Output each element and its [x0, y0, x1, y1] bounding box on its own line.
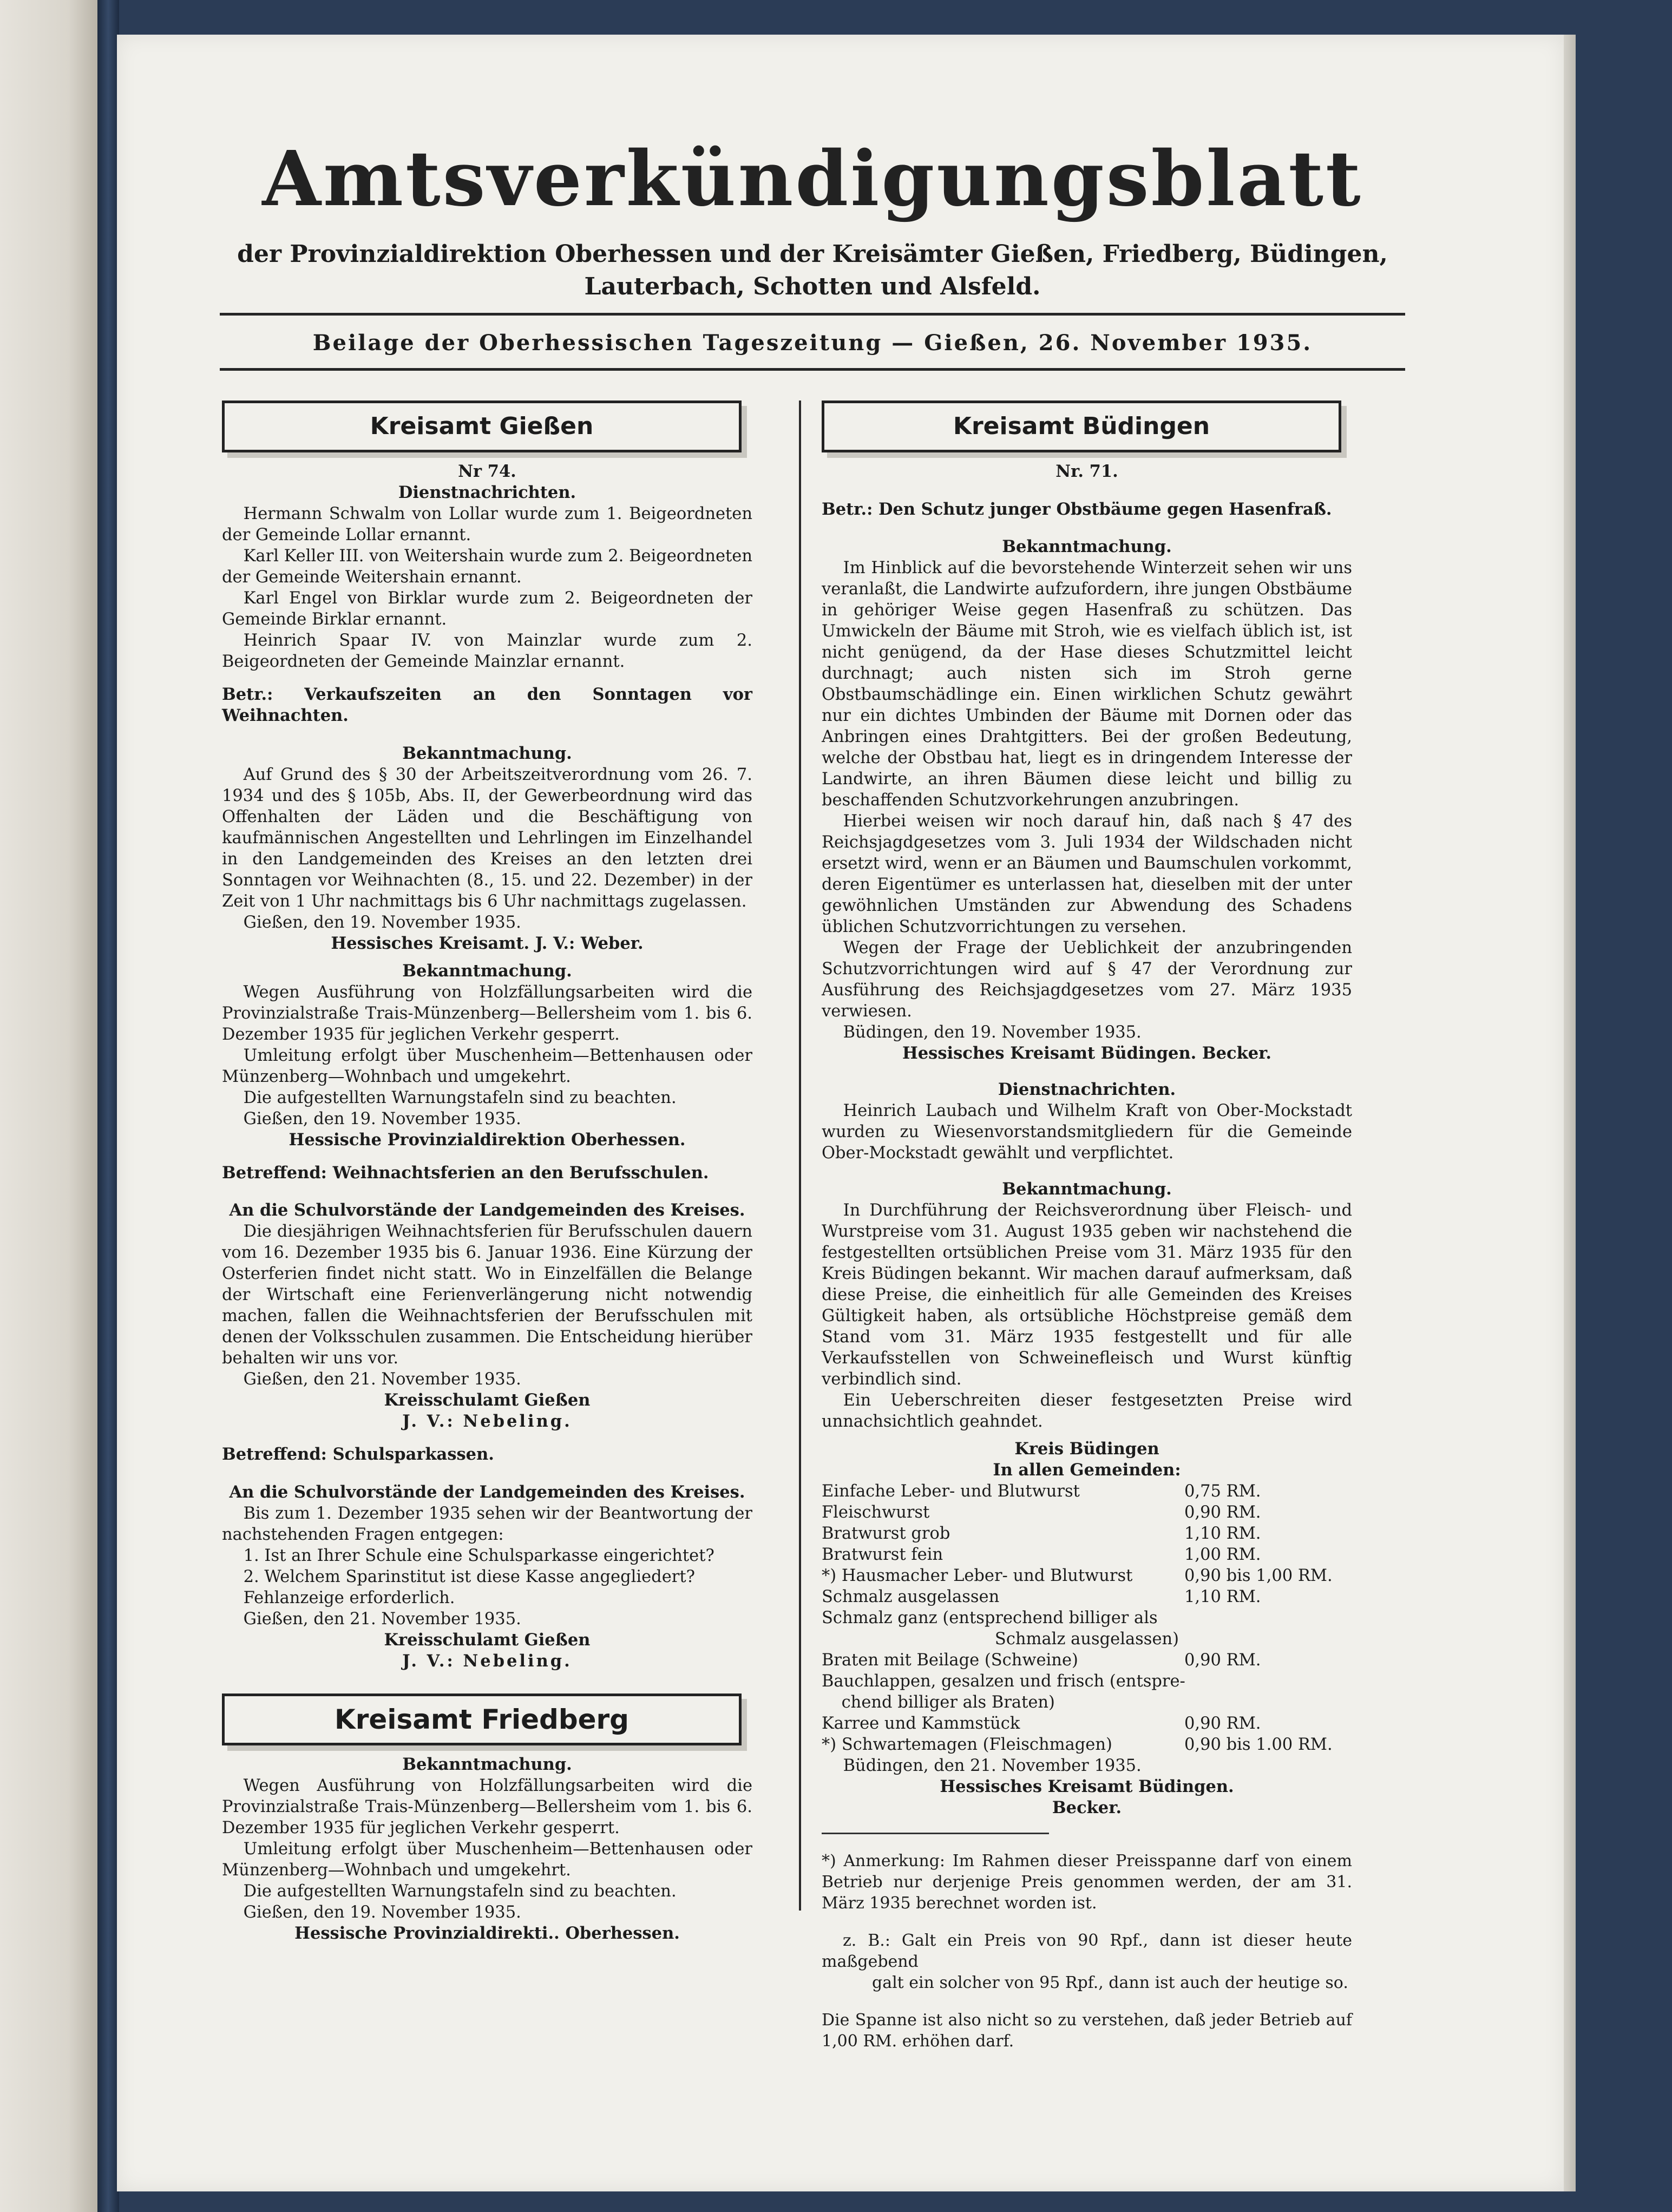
signature: Kreisschulamt Gießen: [384, 1390, 591, 1410]
date-line: Büdingen, den 19. November 1935.: [843, 1023, 1142, 1042]
date-line: Gießen, den 19. November 1935.: [243, 1902, 521, 1922]
signature: J. V.: Nebeling.: [402, 1651, 572, 1671]
notice-text: Auf Grund des § 30 der Arbeitszeitverordnung vom 26. 7. 1934 und des § 105b, Abs. II, der Gewerbeordnung wird das Offenhalten der Läden und die Beschäftigung von kaufmännischen Angestellten und Lehrlingen im Einzelhandel in den Landgemeinden des Kreises an den letzten drei Sonntagen vor Weihnachten (8., 15. und 22. Dezember) in der Zeit von 1 Uhr nachmittags bis 6 Uhr nachmittags zugelassen.: [222, 765, 752, 911]
issue-number: Nr 74.: [458, 462, 516, 481]
signature: Hessisches Kreisamt. J. V.: Weber.: [331, 933, 644, 953]
footnote-text: *) Anmerkung: Im Rahmen dieser Preisspanne darf von einem Betrieb nur derjenige Preis genommen werden, der am 31. März 1935 berechnet worden ist.: [822, 1852, 1352, 1913]
subject-line: Betreffend: Weihnachtsferien an den Berufsschulen.: [222, 1163, 709, 1183]
price-row-note: Schmalz ausgelassen): [994, 1630, 1179, 1649]
signature: Hessische Provinzialdirekti.. Oberhessen.: [294, 1923, 680, 1943]
notice-text: Wegen der Frage der Ueblichkeit der anzubringenden Schutzvorrichtungen wird auf § 47 der Verordnung zur Ausführung des Reichsjagdgesetzes vom 27. März 1935 verwiesen.: [822, 938, 1352, 1021]
question-item: 1. Ist an Ihrer Schule eine Schulsparkasse eingerichtet?: [243, 1546, 714, 1565]
notice-text: Wegen Ausführung von Holzfällungsarbeiten wird die Provinzialstraße Trais-Münzenberg—Bellersheim vom 1. bis 6. Dezember 1935 für jeglichen Verkehr gesperrt.: [222, 1776, 752, 1837]
notice-text: Die aufgestellten Warnungstafeln sind zu beachten.: [243, 1881, 677, 1901]
price-row: Schmalz ausgelassen 1,10 RM.: [822, 1587, 1261, 1606]
heading-kreisamt-buedingen: Kreisamt Büdingen: [822, 401, 1341, 452]
notice-text: Umleitung erfolgt über Muschenheim—Bettenhausen oder Münzenberg—Wohnbach und umgekehrt.: [222, 1839, 752, 1880]
masthead-rule-bottom: [220, 368, 1405, 371]
price-list: [822, 1481, 1352, 1755]
section-title: Dienstnachrichten.: [998, 1080, 1176, 1099]
masthead-subtitle-2: Lauterbach, Schotten und Alsfeld.: [584, 273, 1041, 300]
notice-text: In Durchführung der Reichsverordnung über Fleisch- und Wurstpreise vom 31. August 1935 geben wir nachstehend die festgestellten ortsüblichen Preise vom 31. März 1935 für den Kreis Büdingen bekannt. Wir machen darauf aufmerksam, daß diese Preise, die einheitlich für alle Gemeinden des Kreises Gültigkeit haben, als ortsübliche Höchstpreise gemäß dem Stand vom 31. März 1935 festgestellt und für alle Verkaufsstellen von Schweinefleisch und Wurst künftig verbindlich sind.: [822, 1201, 1352, 1389]
notice-text: Umleitung erfolgt über Muschenheim—Bettenhausen oder Münzenberg—Wohnbach und umgekehrt.: [222, 1046, 752, 1086]
notice-text: Die diesjährigen Weihnachtsferien für Berufsschulen dauern vom 16. Dezember 1935 bis 6. Januar 1936. Eine Kürzung der Osterferien findet nicht statt. Wo in Einzelfällen die Belange der Wirtschaft eine Ferienverlängerung nicht notwendig machen, fallen die Weihnachtsferien der Berufsschulen mit denen der Volksschulen zusammen. Die Entscheidung hierüber behalten wir uns vor.: [222, 1222, 752, 1368]
addressee-line: An die Schulvorstände der Landgemeinden des Kreises.: [229, 1482, 745, 1502]
notice-text: Im Hinblick auf die bevorstehende Winterzeit sehen wir uns veranlaßt, die Landwirte aufzufordern, ihre jungen Obstbäume in gehöriger Weise gegen Hasenfraß zu schützen. Das Umwickeln der Bäume mit Stroh, wie es vielfach üblich ist, ist nicht genügend, da der Hase dieses Schutzmittel leicht durchnagt; auch nisten sich im Stroh gerne Obstbaumschädlinge ein. Einen wirklichen Schutz gewährt nur ein dichtes Umbinden der Bäume mit Dornen oder das Anbringen eines Drahtgitters. Bei der großen Bedeutung, welche der Obstbau hat, liegt es in dringendem Interesse der Landwirte, an ihren Bäumen diese leicht und billig zu beschaffenden Schutzvorkehrungen anzubringen.: [822, 559, 1352, 810]
heading-kreisamt-friedberg: Kreisamt Friedberg: [222, 1694, 742, 1745]
subject-line: Betr.: Verkaufszeiten an den Sonntagen vor Weihnachten.: [222, 685, 752, 725]
masthead: [225, 133, 1400, 303]
dienst-item: Karl Engel von Birklar wurde zum 2. Beigeordneten der Gemeinde Birklar ernannt.: [222, 589, 752, 629]
footnote-text: galt ein solcher von 95 Rpf., dann ist auch der heutige so.: [872, 1973, 1348, 1992]
notice-text: Die aufgestellten Warnungstafeln sind zu beachten.: [243, 1088, 677, 1107]
column-divider: [799, 401, 801, 1911]
question-item: 2. Welchem Sparinstitut ist diese Kasse angegliedert?: [243, 1567, 695, 1586]
footnote-text: z. B.: Galt ein Preis von 90 Rpf., dann ist dieser heute maßgebend: [822, 1931, 1352, 1971]
right-column: [822, 401, 1352, 2068]
masthead-title: Amtsverkündigungsblatt: [262, 135, 1363, 224]
beilage-line: Beilage der Oberhessischen Tageszeitung — Gießen, 26. November 1935.: [312, 330, 1313, 356]
price-row: Einfache Leber- und Blutwurst 0,75 RM.: [822, 1482, 1261, 1501]
notice-text: Ein Ueberschreiten dieser festgesetzten Preise wird unnachsichtlich geahndet.: [822, 1391, 1352, 1431]
date-line: Gießen, den 21. November 1935.: [243, 1609, 521, 1629]
price-row-note: Schmalz ganz (entsprechend billiger als: [822, 1609, 1158, 1627]
section-title: Dienstnachrichten.: [398, 483, 576, 502]
footnote-text: Die Spanne ist also nicht so zu verstehen, daß jeder Betrieb auf 1,00 RM. erhöhen darf.: [822, 2011, 1352, 2051]
section-title: Bekanntmachung.: [1002, 1179, 1172, 1199]
facing-page-edge: [0, 0, 97, 2212]
section-title: Bekanntmachung.: [402, 1754, 572, 1774]
section-title: Bekanntmachung.: [1002, 537, 1172, 556]
price-row: Karree und Kammstück 0,90 RM.: [822, 1714, 1261, 1733]
addressee-line: An die Schulvorstände der Landgemeinden des Kreises.: [229, 1200, 745, 1220]
notice-text: Heinrich Laubach und Wilhelm Kraft von Ober-Mockstadt wurden zu Wiesenvorstandsmitgliedern für die Gemeinde Ober-Mockstadt gewählt und verpflichtet.: [822, 1101, 1352, 1163]
issue-number: Nr. 71.: [1055, 462, 1118, 481]
masthead-subtitle-1: der Provinzialdirektion Oberhessen und der Kreisämter Gießen, Friedberg, Büdingen,: [237, 240, 1388, 268]
signature: Becker.: [1052, 1798, 1122, 1817]
notice-text: Bis zum 1. Dezember 1935 sehen wir der Beantwortung der nachstehenden Fragen entgegen:: [222, 1504, 752, 1544]
price-table-title: Kreis Büdingen: [1014, 1439, 1159, 1459]
dienst-item: Hermann Schwalm von Lollar wurde zum 1. Beigeordneten der Gemeinde Lollar ernannt.: [222, 504, 752, 544]
masthead-rule-top: [220, 313, 1405, 316]
date-line: Gießen, den 21. November 1935.: [243, 1370, 521, 1389]
price-row: Bratwurst fein 1,00 RM.: [822, 1545, 1261, 1564]
price-row: Bratwurst grob 1,10 RM.: [822, 1524, 1261, 1543]
left-column: [222, 401, 752, 1944]
section-title: Bekanntmachung.: [402, 743, 572, 763]
notice-text: Wegen Ausführung von Holzfällungsarbeiten wird die Provinzialstraße Trais-Münzenberg—Bellersheim vom 1. bis 6. Dezember 1935 für jeglichen Verkehr gesperrt.: [222, 982, 752, 1044]
price-row: *) Schwartemagen (Fleischmagen) 0,90 bis 1.00 RM.: [822, 1735, 1333, 1754]
date-line: Gießen, den 19. November 1935.: [243, 913, 521, 932]
date-line: Gießen, den 19. November 1935.: [243, 1109, 521, 1128]
signature: Hessisches Kreisamt Büdingen.: [940, 1777, 1234, 1796]
price-row: Braten mit Beilage (Schweine) 0,90 RM.: [822, 1651, 1261, 1670]
signature: Kreisschulamt Gießen: [384, 1630, 591, 1650]
signature: Hessische Provinzialdirektion Oberhessen.: [288, 1130, 686, 1150]
dienst-item: Heinrich Spaar IV. von Mainzlar wurde zum 2. Beigeordneten der Gemeinde Mainzlar ernannt.: [222, 631, 752, 671]
question-item: Fehlanzeige erforderlich.: [243, 1588, 455, 1607]
price-row-note: Bauchlappen, gesalzen und frisch (entspre-: [822, 1672, 1185, 1691]
signature: Hessisches Kreisamt Büdingen. Becker.: [902, 1043, 1272, 1063]
section-title: Bekanntmachung.: [402, 961, 572, 981]
price-row: Fleischwurst 0,90 RM.: [822, 1503, 1261, 1522]
price-row-note: chend billiger als Braten): [841, 1693, 1055, 1712]
notice-text: Hierbei weisen wir noch darauf hin, daß nach § 47 des Reichsjagdgesetzes vom 3. Juli 1934 der Wildschaden nicht ersetzt wird, wenn er an Bäumen und Baumschulen vorkommt, deren Eigentümer es unterlassen hat, dieselben mit der unter gewöhnlichen Umständen zur Abwendung des Schadens üblichen Schutzvorrichtungen zu versehen.: [822, 812, 1352, 936]
heading-kreisamt-giessen: Kreisamt Gießen: [222, 401, 742, 452]
footnote-rule: [822, 1833, 1049, 1834]
dienst-item: Karl Keller III. von Weitershain wurde zum 2. Beigeordneten der Gemeinde Weitershain ernannt.: [222, 547, 752, 587]
signature: J. V.: Nebeling.: [402, 1412, 572, 1431]
page-edge: [1564, 35, 1576, 2191]
date-line: Büdingen, den 21. November 1935.: [843, 1756, 1142, 1775]
subject-line: Betreffend: Schulsparkassen.: [222, 1445, 494, 1464]
book-spine: [97, 0, 119, 2212]
price-table-subtitle: In allen Gemeinden:: [993, 1460, 1181, 1480]
subject-line: Betr.: Den Schutz junger Obstbäume gegen Hasenfraß.: [822, 499, 1332, 519]
price-row: *) Hausmacher Leber- und Blutwurst 0,90 bis 1,00 RM.: [822, 1566, 1333, 1585]
